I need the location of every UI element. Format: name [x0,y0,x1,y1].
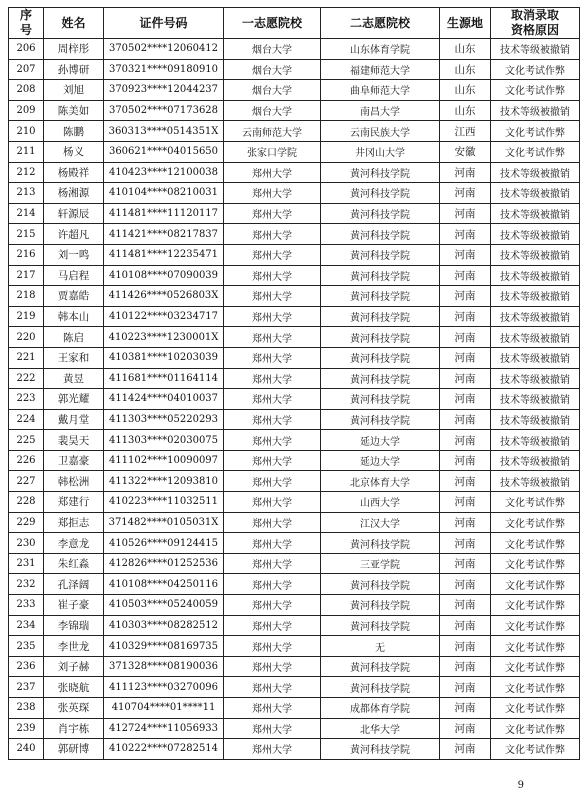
name-cell: 肖宇栋 [44,718,104,739]
name-cell: 郭光耀 [44,389,104,410]
table-row [9,286,580,307]
row-number: 209 [9,100,44,121]
name-cell: 韩松洲 [44,471,104,492]
id-number-cell: 411303****02030075 [104,430,224,451]
origin-cell: 河南 [440,492,491,513]
header-origin-text: 生源地 [446,15,483,30]
first-choice-cell: 郑州大学 [224,286,321,307]
origin-cell: 山东 [440,80,491,101]
second-choice-cell: 黄河科技学院 [321,162,440,183]
header-second-choice [321,8,440,39]
first-choice-cell: 郑州大学 [224,718,321,739]
table-header [9,8,580,39]
id-number-cell: 411426****0526803X [104,286,224,307]
origin-cell: 河南 [440,698,491,719]
first-choice-cell: 郑州大学 [224,574,321,595]
reason-cell: 文化考试作弊 [491,574,580,595]
second-choice-cell: 黄河科技学院 [321,677,440,698]
first-choice-cell: 郑州大学 [224,430,321,451]
header-no [9,8,44,39]
reason-cell: 文化考试作弊 [491,141,580,162]
row-number: 223 [9,389,44,410]
origin-cell: 河南 [440,306,491,327]
table-row [9,698,580,719]
id-number-cell: 410223****1230001X [104,327,224,348]
name-cell: 郭研博 [44,739,104,760]
reason-cell: 技术等级被撤销 [491,409,580,430]
id-number-cell: 411481****11120117 [104,203,224,224]
table-row [9,533,580,554]
row-number: 215 [9,224,44,245]
table-row [9,368,580,389]
cancellation-table [8,7,580,760]
table-row [9,574,580,595]
reason-cell: 技术等级被撤销 [491,100,580,121]
document-page [8,7,580,760]
row-number: 216 [9,244,44,265]
first-choice-cell: 云南师范大学 [224,121,321,142]
row-number: 230 [9,533,44,554]
name-cell: 刘旭 [44,80,104,101]
table-row [9,121,580,142]
first-choice-cell: 郑州大学 [224,512,321,533]
origin-cell: 山东 [440,39,491,60]
origin-cell: 河南 [440,183,491,204]
table-row [9,636,580,657]
id-number-cell: 410303****08282512 [104,615,224,636]
first-choice-cell: 郑州大学 [224,409,321,430]
first-choice-cell: 郑州大学 [224,224,321,245]
table-row [9,80,580,101]
origin-cell: 河南 [440,430,491,451]
table-row [9,492,580,513]
header-name [44,8,104,39]
table-row [9,677,580,698]
reason-cell: 技术等级被撤销 [491,368,580,389]
first-choice-cell: 郑州大学 [224,265,321,286]
second-choice-cell: 成都体育学院 [321,698,440,719]
table-row [9,162,580,183]
id-number-cell: 360621****04015650 [104,141,224,162]
origin-cell: 河南 [440,244,491,265]
second-choice-cell: 黄河科技学院 [321,265,440,286]
origin-cell: 河南 [440,409,491,430]
second-choice-cell: 江汉大学 [321,512,440,533]
first-choice-cell: 郑州大学 [224,492,321,513]
first-choice-cell: 郑州大学 [224,306,321,327]
id-number-cell: 370502****07173628 [104,100,224,121]
second-choice-cell: 黄河科技学院 [321,286,440,307]
id-number-cell: 410223****11032511 [104,492,224,513]
row-number: 234 [9,615,44,636]
origin-cell: 河南 [440,265,491,286]
row-number: 225 [9,430,44,451]
first-choice-cell: 烟台大学 [224,39,321,60]
origin-cell: 河南 [440,533,491,554]
id-number-cell: 411123****03270096 [104,677,224,698]
id-number-cell: 370923****12044237 [104,80,224,101]
name-cell: 郑拒志 [44,512,104,533]
second-choice-cell: 黄河科技学院 [321,409,440,430]
second-choice-cell: 无 [321,636,440,657]
row-number: 222 [9,368,44,389]
table-row [9,553,580,574]
name-cell: 杨殿祥 [44,162,104,183]
id-number-cell: 412724****11056933 [104,718,224,739]
row-number: 208 [9,80,44,101]
origin-cell: 河南 [440,224,491,245]
page-number: 9 [517,780,524,791]
first-choice-cell: 郑州大学 [224,389,321,410]
row-number: 228 [9,492,44,513]
row-number: 229 [9,512,44,533]
second-choice-cell: 黄河科技学院 [321,368,440,389]
table-row [9,409,580,430]
first-choice-cell: 郑州大学 [224,595,321,616]
first-choice-cell: 郑州大学 [224,183,321,204]
second-choice-cell: 延边大学 [321,450,440,471]
reason-cell: 文化考试作弊 [491,80,580,101]
origin-cell: 河南 [440,327,491,348]
row-number: 237 [9,677,44,698]
second-choice-cell: 山西大学 [321,492,440,513]
first-choice-cell: 郑州大学 [224,450,321,471]
id-number-cell: 410704****01****11 [104,698,224,719]
table-row [9,656,580,677]
id-number-cell: 411322****12093810 [104,471,224,492]
row-number: 214 [9,203,44,224]
name-cell: 杨义 [44,141,104,162]
second-choice-cell: 福建师范大学 [321,59,440,80]
id-number-cell: 410526****09124415 [104,533,224,554]
reason-cell: 技术等级被撤销 [491,183,580,204]
second-choice-cell: 黄河科技学院 [321,183,440,204]
name-cell: 朱红淼 [44,553,104,574]
table-row [9,389,580,410]
first-choice-cell: 郑州大学 [224,677,321,698]
first-choice-cell: 郑州大学 [224,471,321,492]
id-number-cell: 410108****07090039 [104,265,224,286]
first-choice-cell: 郑州大学 [224,698,321,719]
first-choice-cell: 郑州大学 [224,244,321,265]
reason-cell: 文化考试作弊 [491,677,580,698]
name-cell: 刘子赫 [44,656,104,677]
table-row [9,224,580,245]
reason-cell: 文化考试作弊 [491,656,580,677]
first-choice-cell: 烟台大学 [224,80,321,101]
row-number: 233 [9,595,44,616]
name-cell: 张英琛 [44,698,104,719]
second-choice-cell: 黄河科技学院 [321,327,440,348]
first-choice-cell: 郑州大学 [224,327,321,348]
table-row [9,739,580,760]
first-choice-cell: 郑州大学 [224,203,321,224]
header-reason [491,8,580,39]
row-number: 212 [9,162,44,183]
row-number: 224 [9,409,44,430]
id-number-cell: 410329****08169735 [104,636,224,657]
name-cell: 孙博研 [44,59,104,80]
table-row [9,430,580,451]
second-choice-cell: 黄河科技学院 [321,656,440,677]
name-cell: 轩源辰 [44,203,104,224]
table-row [9,450,580,471]
row-number: 206 [9,39,44,60]
row-number: 207 [9,59,44,80]
second-choice-cell: 黄河科技学院 [321,244,440,265]
first-choice-cell: 郑州大学 [224,656,321,677]
second-choice-cell: 黄河科技学院 [321,574,440,595]
table-row [9,347,580,368]
origin-cell: 河南 [440,636,491,657]
name-cell: 陈鹏 [44,121,104,142]
reason-cell: 技术等级被撤销 [491,203,580,224]
origin-cell: 河南 [440,656,491,677]
reason-cell: 技术等级被撤销 [491,39,580,60]
table-row [9,615,580,636]
reason-cell: 技术等级被撤销 [491,224,580,245]
reason-cell: 技术等级被撤销 [491,430,580,451]
reason-cell: 文化考试作弊 [491,533,580,554]
id-number-cell: 411102****10090097 [104,450,224,471]
second-choice-cell: 北京体育大学 [321,471,440,492]
second-choice-cell: 北华大学 [321,718,440,739]
origin-cell: 河南 [440,203,491,224]
second-choice-cell: 黄河科技学院 [321,306,440,327]
name-cell: 陈启 [44,327,104,348]
second-choice-cell: 黄河科技学院 [321,203,440,224]
row-number: 221 [9,347,44,368]
name-cell: 周梓彤 [44,39,104,60]
row-number: 238 [9,698,44,719]
id-number-cell: 411303****05220293 [104,409,224,430]
name-cell: 杨湘源 [44,183,104,204]
first-choice-cell: 郑州大学 [224,533,321,554]
first-choice-cell: 郑州大学 [224,553,321,574]
id-number-cell: 412826****01252536 [104,553,224,574]
table-row [9,39,580,60]
origin-cell: 河南 [440,286,491,307]
origin-cell: 江西 [440,121,491,142]
second-choice-cell: 延边大学 [321,430,440,451]
origin-cell: 河南 [440,162,491,183]
reason-cell: 文化考试作弊 [491,718,580,739]
first-choice-cell: 烟台大学 [224,59,321,80]
origin-cell: 河南 [440,739,491,760]
origin-cell: 河南 [440,471,491,492]
reason-cell: 文化考试作弊 [491,492,580,513]
id-number-cell: 410122****03234717 [104,306,224,327]
second-choice-cell: 山东体育学院 [321,39,440,60]
row-number: 226 [9,450,44,471]
reason-cell: 文化考试作弊 [491,739,580,760]
first-choice-cell: 张家口学院 [224,141,321,162]
name-cell: 裴昊天 [44,430,104,451]
first-choice-cell: 郑州大学 [224,368,321,389]
row-number: 236 [9,656,44,677]
second-choice-cell: 黄河科技学院 [321,533,440,554]
first-choice-cell: 郑州大学 [224,636,321,657]
name-cell: 崔子豪 [44,595,104,616]
row-number: 213 [9,183,44,204]
name-cell: 贾嘉皓 [44,286,104,307]
row-number: 217 [9,265,44,286]
row-number: 235 [9,636,44,657]
second-choice-cell: 南昌大学 [321,100,440,121]
table-row [9,306,580,327]
row-number: 220 [9,327,44,348]
first-choice-cell: 郑州大学 [224,347,321,368]
table-row [9,203,580,224]
second-choice-cell: 黄河科技学院 [321,347,440,368]
row-number: 231 [9,553,44,574]
id-number-cell: 411421****08217837 [104,224,224,245]
reason-cell: 技术等级被撤销 [491,389,580,410]
table-row [9,327,580,348]
table-row [9,512,580,533]
header-reason-text: 取消录取 资格原因 [510,8,559,37]
row-number: 239 [9,718,44,739]
origin-cell: 河南 [440,389,491,410]
id-number-cell: 371482****0105031X [104,512,224,533]
origin-cell: 安徽 [440,141,491,162]
reason-cell: 文化考试作弊 [491,59,580,80]
id-number-cell: 410381****10203039 [104,347,224,368]
reason-cell: 文化考试作弊 [491,121,580,142]
id-number-cell: 360313****0514351X [104,121,224,142]
header-first-text: 一志愿院校 [241,15,302,30]
name-cell: 卫嘉豪 [44,450,104,471]
id-number-cell: 410503****05240059 [104,595,224,616]
header-first-choice [224,8,321,39]
origin-cell: 河南 [440,512,491,533]
reason-cell: 技术等级被撤销 [491,244,580,265]
reason-cell: 文化考试作弊 [491,615,580,636]
id-number-cell: 410104****08210031 [104,183,224,204]
second-choice-cell: 黄河科技学院 [321,389,440,410]
second-choice-cell: 黄河科技学院 [321,595,440,616]
reason-cell: 技术等级被撤销 [491,471,580,492]
first-choice-cell: 郑州大学 [224,162,321,183]
table-row [9,471,580,492]
second-choice-cell: 三亚学院 [321,553,440,574]
reason-cell: 技术等级被撤销 [491,306,580,327]
origin-cell: 河南 [440,615,491,636]
second-choice-cell: 黄河科技学院 [321,224,440,245]
id-number-cell: 371328****08190036 [104,656,224,677]
header-second-text: 二志愿院校 [349,15,410,30]
row-number: 232 [9,574,44,595]
first-choice-cell: 郑州大学 [224,739,321,760]
header-id [104,8,224,39]
row-number: 240 [9,739,44,760]
first-choice-cell: 烟台大学 [224,100,321,121]
second-choice-cell: 井冈山大学 [321,141,440,162]
name-cell: 孔泽阔 [44,574,104,595]
name-cell: 戴月堂 [44,409,104,430]
id-number-cell: 370321****09180910 [104,59,224,80]
header-name-text: 姓名 [61,15,86,30]
second-choice-cell: 黄河科技学院 [321,615,440,636]
second-choice-cell: 曲阜师范大学 [321,80,440,101]
id-number-cell: 411681****01164114 [104,368,224,389]
origin-cell: 河南 [440,718,491,739]
table-row [9,244,580,265]
id-number-cell: 410423****12100038 [104,162,224,183]
first-choice-cell: 郑州大学 [224,615,321,636]
table-row [9,183,580,204]
name-cell: 郑建行 [44,492,104,513]
table-row [9,718,580,739]
header-origin [440,8,491,39]
origin-cell: 河南 [440,450,491,471]
reason-cell: 文化考试作弊 [491,698,580,719]
table-row [9,265,580,286]
origin-cell: 河南 [440,574,491,595]
second-choice-cell: 黄河科技学院 [321,739,440,760]
name-cell: 刘一鸣 [44,244,104,265]
origin-cell: 河南 [440,347,491,368]
row-number: 219 [9,306,44,327]
reason-cell: 技术等级被撤销 [491,162,580,183]
id-number-cell: 370502****12060412 [104,39,224,60]
origin-cell: 河南 [440,595,491,616]
reason-cell: 技术等级被撤销 [491,450,580,471]
name-cell: 王家和 [44,347,104,368]
table-row [9,141,580,162]
reason-cell: 技术等级被撤销 [491,327,580,348]
name-cell: 李世龙 [44,636,104,657]
name-cell: 张晓航 [44,677,104,698]
id-number-cell: 410222****07282514 [104,739,224,760]
second-choice-cell: 云南民族大学 [321,121,440,142]
id-number-cell: 411481****12235471 [104,244,224,265]
row-number: 211 [9,141,44,162]
name-cell: 李意龙 [44,533,104,554]
table-row [9,100,580,121]
name-cell: 李锦瑞 [44,615,104,636]
reason-cell: 技术等级被撤销 [491,265,580,286]
origin-cell: 山东 [440,100,491,121]
name-cell: 马启程 [44,265,104,286]
reason-cell: 文化考试作弊 [491,636,580,657]
table-row [9,59,580,80]
name-cell: 韩本山 [44,306,104,327]
reason-cell: 技术等级被撤销 [491,347,580,368]
id-number-cell: 410108****04250116 [104,574,224,595]
row-number: 227 [9,471,44,492]
table-row [9,595,580,616]
header-no-text: 序 号 [19,8,32,37]
table-body [9,39,580,760]
reason-cell: 文化考试作弊 [491,553,580,574]
reason-cell: 技术等级被撤销 [491,286,580,307]
id-number-cell: 411424****04010037 [104,389,224,410]
row-number: 218 [9,286,44,307]
row-number: 210 [9,121,44,142]
reason-cell: 文化考试作弊 [491,512,580,533]
origin-cell: 河南 [440,553,491,574]
header-id-text: 证件号码 [139,15,188,30]
name-cell: 陈美如 [44,100,104,121]
origin-cell: 河南 [440,368,491,389]
reason-cell: 文化考试作弊 [491,595,580,616]
origin-cell: 河南 [440,677,491,698]
origin-cell: 山东 [440,59,491,80]
name-cell: 黄昱 [44,368,104,389]
name-cell: 许超凡 [44,224,104,245]
